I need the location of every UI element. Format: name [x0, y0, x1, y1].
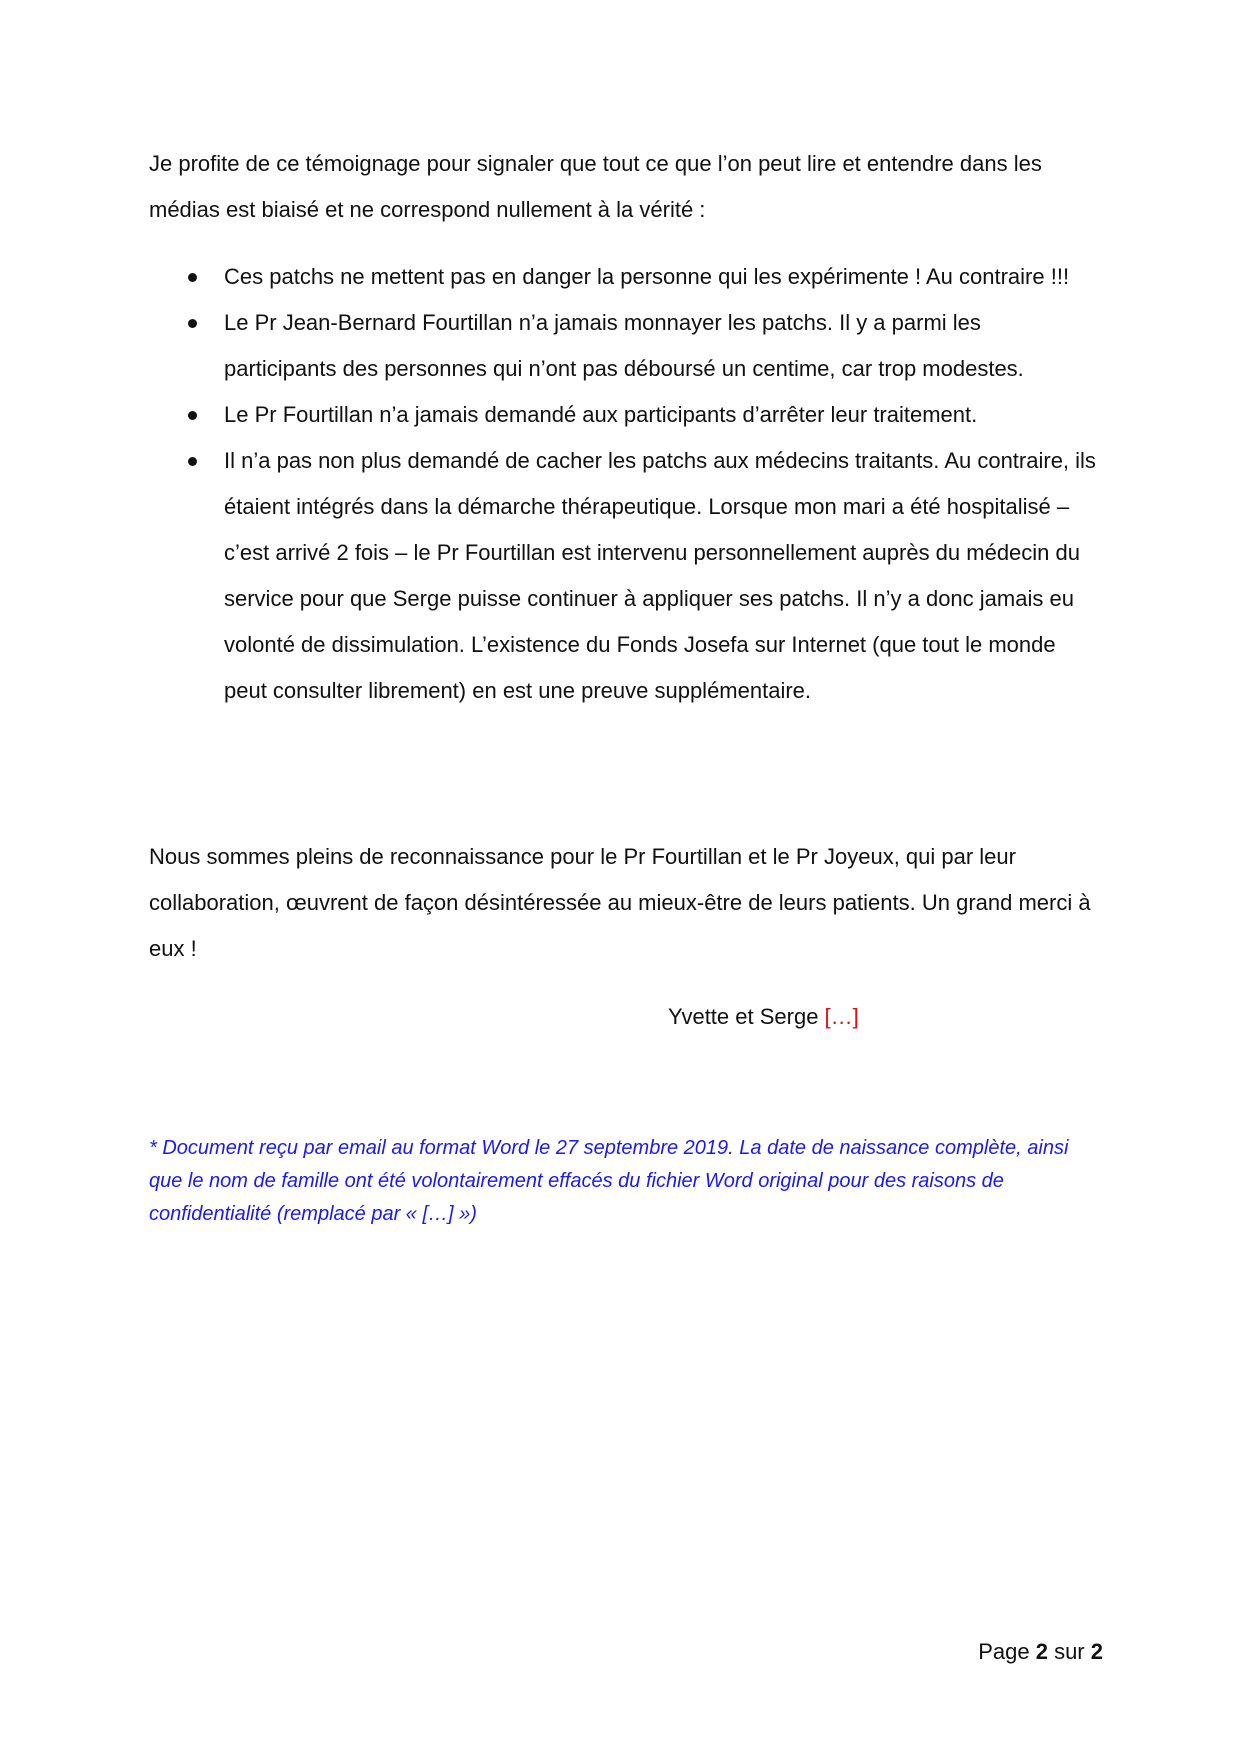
- bullet-text: Il n’a pas non plus demandé de cacher les patchs aux médecins traitants. Au contraire, ils étaient intégrés dans la démarche thérapeutique. Lorsque mon mari a été hospitalisé – c’est arrivé 2 fois – le Pr Fourtillan est intervenu personnellement auprès du médecin du service pour que Serge puisse continuer à appliquer ses patchs. Il n’y a donc jamais eu volonté de dissimulation. L’existence du Fonds Josefa sur Internet (que tout le monde peut consulter librement) en est une preuve supplémentaire.: [224, 448, 1096, 703]
- page-number-middle: sur: [1047, 1639, 1091, 1664]
- list-item: [149, 254, 1099, 300]
- bullet-list: [149, 254, 1099, 714]
- list-item: [149, 300, 1099, 392]
- bullet-icon: [188, 457, 197, 466]
- footnote: * Document reçu par email au format Word le 27 septembre 2019. La date de naissance complète, ainsi que le nom de famille ont été volontairement effacés du fichier Word original pour des raisons de confidentialité (remplacé par « […] »): [149, 1137, 1069, 1225]
- bullet-icon: [188, 411, 197, 420]
- page-number: [978, 1637, 1103, 1667]
- page-number-current: 2: [1035, 1639, 1048, 1664]
- bullet-text: Le Pr Fourtillan n’a jamais demandé aux participants d’arrêter leur traitement.: [224, 402, 978, 427]
- signature: [668, 994, 859, 1040]
- bullet-icon: [188, 273, 197, 282]
- bullet-text: Le Pr Jean-Bernard Fourtillan n’a jamais monnayer les patchs. Il y a parmi les participants des personnes qui n’ont pas déboursé un centime, car trop modestes.: [224, 310, 1024, 381]
- intro-paragraph: Je profite de ce témoignage pour signaler que tout ce que l’on peut lire et entendre dans les médias est biaisé et ne correspond nullement à la vérité :: [149, 151, 1042, 222]
- redaction-marker: […]: [824, 1004, 859, 1029]
- signature-names: Yvette et Serge: [668, 1004, 825, 1029]
- closing-paragraph: Nous sommes pleins de reconnaissance pour le Pr Fourtillan et le Pr Joyeux, qui par leur collaboration, œuvrent de façon désintéressée au mieux-être de leurs patients. Un grand merci à eux !: [149, 844, 1091, 961]
- bullet-text: Ces patchs ne mettent pas en danger la personne qui les expérimente ! Au contraire !!!: [224, 264, 1070, 289]
- page-number-prefix: Page: [978, 1639, 1036, 1664]
- page-number-total: 2: [1090, 1639, 1103, 1664]
- list-item: [149, 438, 1099, 714]
- list-item: [149, 392, 1099, 438]
- bullet-icon: [188, 319, 197, 328]
